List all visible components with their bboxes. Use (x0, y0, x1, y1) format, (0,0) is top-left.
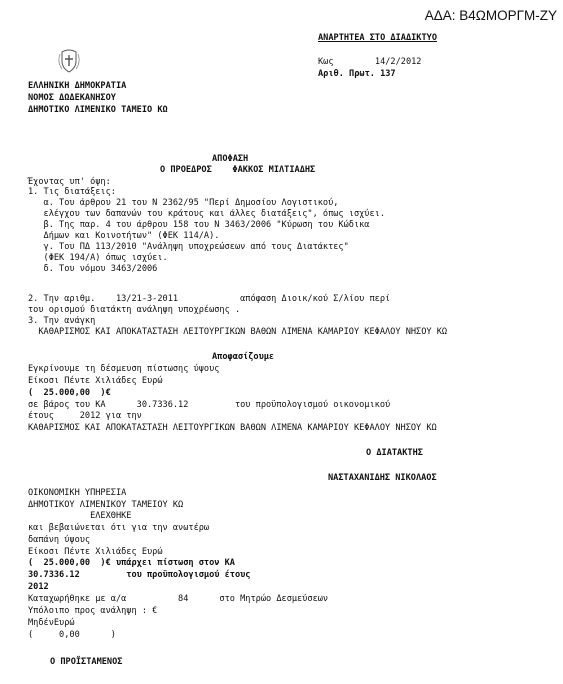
authorizer-label: Ο ΔΙΑΤΑΚΤΗΣ (366, 448, 423, 458)
decide-line: Εγκρίνουμε τη δέσμευση πίστωσης ύψους (28, 364, 220, 374)
header-line-3: ΔΗΜΟΤΙΚΟ ΛΙΜΕΝΙΚΟ ΤΑΜΕΙΟ ΚΩ (28, 105, 168, 115)
finance-line: ΔΗΜΟΤΙΚΟΥ ΛΙΜΕΝΙΚΟΥ ΤΑΜΕΙΟΥ ΚΩ (28, 500, 184, 510)
finance-line: και βεβαιώνεται ότι για την ανωτέρω (28, 523, 210, 533)
body-line: του ορισμού διατάκτη ανάληψη υποχρέωσης . (28, 305, 241, 315)
decide-line: σε βάρος του ΚΑ 30.7336.12 του προϋπολογισμού οικονομικού (28, 400, 391, 410)
body-line: ελέγχου των δαπανών του κράτους και άλλες διατάξεις", όπως ισχύει. (28, 209, 385, 219)
body-line: γ. Του ΠΔ 113/2010 "Ανάληψη υποχρεώσεων από τους Διατάκτες" (28, 242, 349, 252)
body-line: (ΦΕΚ 194/Α) όπως ισχύει. (28, 253, 168, 263)
decision-title: ΑΠΟΦΑΣΗ (212, 154, 249, 164)
body-line: Έχοντας υπ' όψη: (28, 177, 111, 187)
decide-line: Είκοσι Πέντε Χιλιάδες Ευρώ (28, 376, 163, 386)
header-line-2: ΝΟΜΟΣ ΔΩΔΕΚΑΝΗΣΟΥ (28, 93, 116, 103)
finance-line: ΜηδένΕυρώ (28, 618, 75, 628)
body-line: β. Της παρ. 4 του άρθρου 158 του Ν 3463/2006 "Κύρωση του Κώδικα (28, 220, 370, 230)
finance-line: ΕΛΕΧΘΗΚΕ (28, 511, 132, 521)
decide-line: έτους 2012 για την (28, 411, 142, 421)
finance-code: 30.7336.12 του προϋπολογισμού έτους (28, 570, 251, 580)
finance-line: Είκοσι Πέντε Χιλιάδες Ευρώ (28, 547, 163, 557)
place-date: Κως 14/2/2012 (318, 57, 422, 67)
head-of-department: Ο ΠΡΟΪΣΤΑΜΕΝΟΣ (50, 657, 123, 667)
finance-line: ΟΙΚΟΝΟΜΙΚΗ ΥΠΗΡΕΣΙΑ (28, 488, 127, 498)
finance-line: Καταχωρήθηκε με α/α 84 στο Μητρώο Δεσμεύσεων (28, 594, 329, 604)
protocol-number: Αριθ. Πρωτ. 137 (318, 69, 396, 79)
finance-line: δαπάνη ύψους (28, 535, 91, 545)
header-line-1: ΕΛΛΗΝΙΚΗ ΔΗΜΟΚΡΑΤΙΑ (28, 81, 127, 91)
body-line: 3. Την ανάγκη (28, 316, 96, 326)
decide-heading: Αποφασίζουμε (212, 352, 275, 362)
finance-amount: ( 25.000,00 )€ υπάρχει πίστωση στον ΚΑ (28, 558, 235, 568)
body-line: α. Του άρθρου 21 του Ν 2362/95 "Περί Δημοσίου Λογιστικού, (28, 198, 339, 208)
ada-code: ΑΔΑ: Β4ΩΜΟΡΓΜ-ΖΥ (424, 8, 557, 23)
decide-line: ΚΑΘΑΡΙΣΜΟΣ ΚΑΙ ΑΠΟΚΑΤΑΣΤΑΣΗ ΛΕΙΤΟΥΡΓΙΚΩΝ ΒΑΘΩΝ ΛΙΜΕΝΑ ΚΑΜΑΡΙΟΥ ΚΕΦΑΛΟΥ ΝΗΣΟΥ ΚΩ (28, 423, 437, 433)
decide-amount: ( 25.000,00 )€ (28, 388, 111, 398)
body-line: Δήμων και Κοινοτήτων" (ΦΕΚ 114/Α). (28, 231, 220, 241)
body-line: δ. Του νόμου 3463/2006 (28, 264, 158, 274)
finance-line: Υπόλοιπο προς ανάληψη : € (28, 606, 158, 616)
president-line: Ο ΠΡΟΕΔΡΟΣ ΦΑΚΚΟΣ ΜΙΛΤΙΑΔΗΣ (160, 165, 316, 175)
authorizer-name: ΝΑΣΤΑΧΑΝΙΔΗΣ ΝΙΚΟΛΑΟΣ (328, 473, 437, 483)
body-line: 2. Την αριθμ. 13/21-3-2011 απόφαση Διοικ/κού Σ/λίου περί (28, 294, 391, 304)
posted-online-label: ΑΝΑΡΤΗΤΕΑ ΣΤΟ ΔΙΑΔΙΚΤΥΟ (318, 33, 437, 43)
body-line: ΚΑΘΑΡΙΣΜΟΣ ΚΑΙ ΑΠΟΚΑΤΑΣΤΑΣΗ ΛΕΙΤΟΥΡΓΙΚΩΝ ΒΑΘΩΝ ΛΙΜΕΝΑ ΚΑΜΑΡΙΟΥ ΚΕΦΑΛΟΥ ΝΗΣΟΥ ΚΩ (28, 327, 448, 337)
finance-year: 2012 (28, 582, 49, 592)
finance-line: ( 0,00 ) (28, 630, 116, 640)
body-line: 1. Τις διατάξεις: (28, 187, 116, 197)
greek-coat-of-arms-icon (54, 45, 84, 75)
